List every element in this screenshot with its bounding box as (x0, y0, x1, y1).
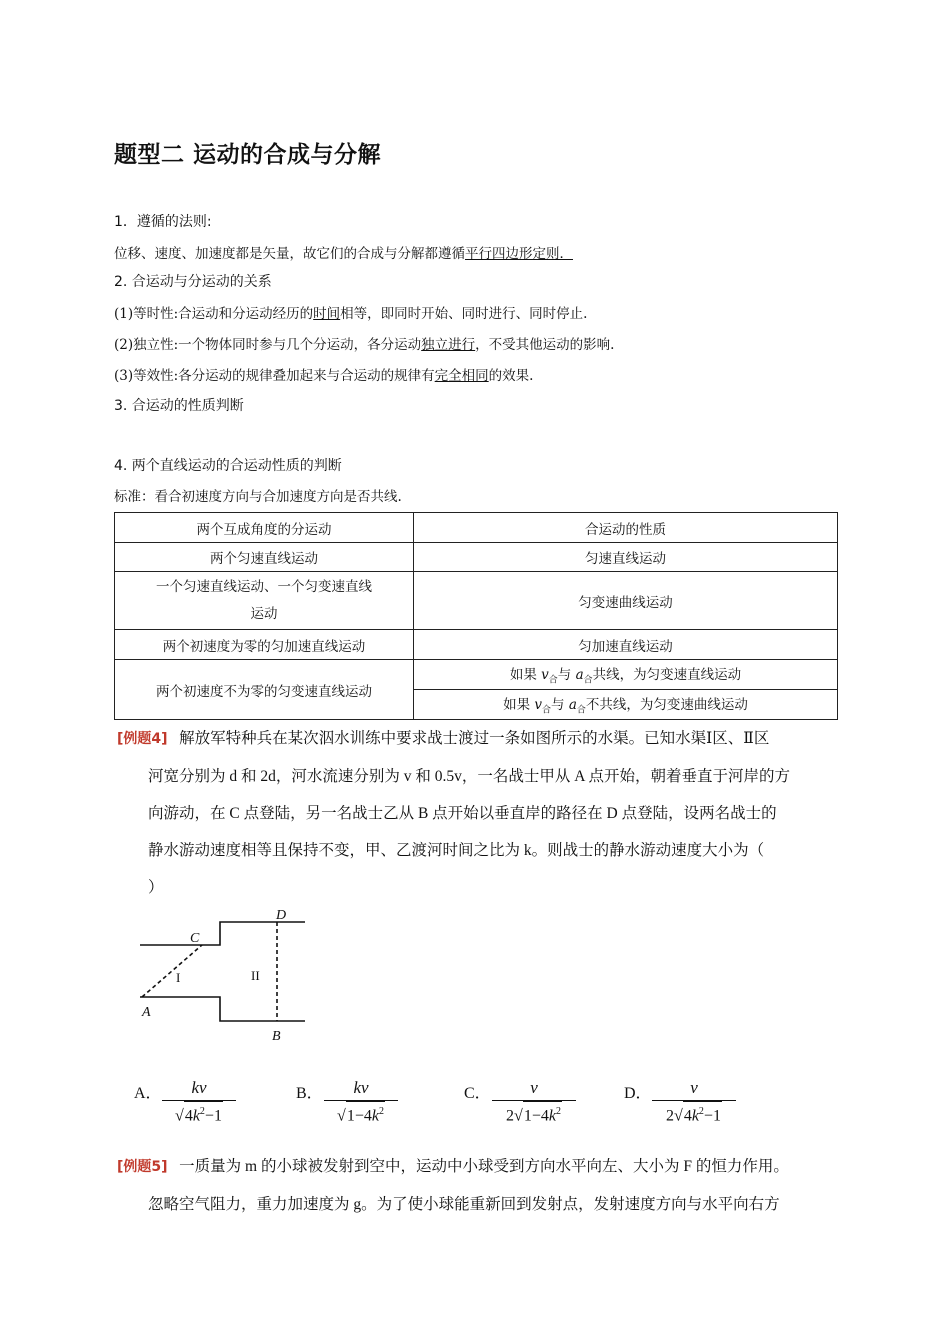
table-cell: 两个初速度不为零的匀变速直线运动 (115, 660, 414, 720)
page-title: 题型二 运动的合成与分解 (114, 142, 382, 168)
option-b-formula: kv $√1-4k^2$ (322, 1076, 400, 1127)
example-4-line-1: [例题4] 解放军特种兵在某次泅水训练中要求战士渡过一条如图所示的水渠。已知水渠Ⅰ区、Ⅱ区 (117, 730, 770, 747)
table-cell: 两个匀速直线运动 (115, 543, 414, 572)
label-region-2: II (251, 968, 260, 983)
example-4-line-4: 静水游动速度相等且保持不变，甲、乙渡河时间之比为 k。则战士的静水游动速度大小为（ (148, 842, 765, 859)
table-cell: 一个匀速直线运动、一个匀变速直线 运动 (115, 572, 414, 630)
option-b-label[interactable]: B． (296, 1085, 323, 1102)
example-5-line-2: 忽略空气阻力，重力加速度为 g。为了使小球能重新回到发射点，发射速度方向与水平向右方 (148, 1196, 780, 1213)
section-1-text: 位移、速度、加速度都是矢量，故它们的合成与分解都遵循平行四边形定则． (114, 246, 573, 262)
table-cell: 如果 $v_合$与 $a_合$不共线，为匀变速曲线运动 (414, 690, 838, 720)
option-a-label[interactable]: A． (134, 1085, 162, 1102)
section-4-standard: 标准：看合初速度方向与合加速度方向是否共线. (114, 489, 402, 505)
table-header: 合运动的性质 (414, 513, 838, 543)
upper-bank (140, 922, 305, 945)
canal-diagram (130, 900, 320, 1050)
example-4-line-2: 河宽分别为 d 和 2d，河水流速分别为 v 和 0.5v，一名战士甲从 A 点开始，朝着垂直于河岸的方 (148, 768, 790, 785)
section-3-heading: 3. 合运动的性质判断 (114, 398, 244, 414)
option-c-formula: v $2√1-4k^2$ (490, 1076, 578, 1127)
table-cell: 如果 $v_合$与 $a_合$共线，为匀变速直线运动 (414, 660, 838, 690)
label-region-1: I (176, 970, 181, 985)
example-5-line-1: [例题5] 一质量为 m 的小球被发射到空中，运动中小球受到方向水平向左、大小为 F 的恒力作用。 (117, 1158, 789, 1175)
section-2-item-3: (3)等效性:各分运动的规律叠加起来与合运动的规律有完全相同的效果. (114, 368, 534, 384)
section-4-heading: 4. 两个直线运动的合运动性质的判断 (114, 458, 342, 474)
section-2-item-1: (1)等时性:合运动和分运动经历的时间相等，即同时开始、同时进行、同时停止. (114, 306, 588, 322)
label-d: D (276, 908, 287, 923)
option-a-formula: kv $√4k^2-1$ (160, 1076, 238, 1127)
lower-bank (140, 997, 305, 1021)
example-4-line-3: 向游动，在 C 点登陆，另一名战士乙从 B 点开始以垂直岸的路径在 D 点登陆，设两名战士的 (148, 805, 777, 822)
section-1-heading: 1．遵循的法则: (114, 214, 212, 230)
table-cell: 匀变速曲线运动 (414, 572, 838, 630)
section-2-heading: 2. 合运动与分运动的关系 (114, 274, 272, 290)
section-2-item-2: (2)独立性:一个物体同时参与几个分运动，各分运动独立进行，不受其他运动的影响. (114, 337, 615, 353)
table-cell: 匀加速直线运动 (414, 630, 838, 660)
motion-table (114, 512, 838, 720)
option-d-label[interactable]: D． (624, 1085, 652, 1102)
option-d-formula: v $2√4k^2-1$ (650, 1076, 738, 1127)
table-cell: 匀速直线运动 (414, 543, 838, 572)
table-header: 两个互成角度的分运动 (115, 513, 414, 543)
path-a-to-c (142, 945, 202, 997)
option-c-label[interactable]: C． (464, 1085, 491, 1102)
label-b: B (272, 1029, 281, 1044)
table-cell: 两个初速度为零的匀加速直线运动 (115, 630, 414, 660)
label-a: A (142, 1005, 151, 1020)
example-4-line-5: ） (148, 879, 164, 896)
label-c: C (190, 931, 200, 946)
